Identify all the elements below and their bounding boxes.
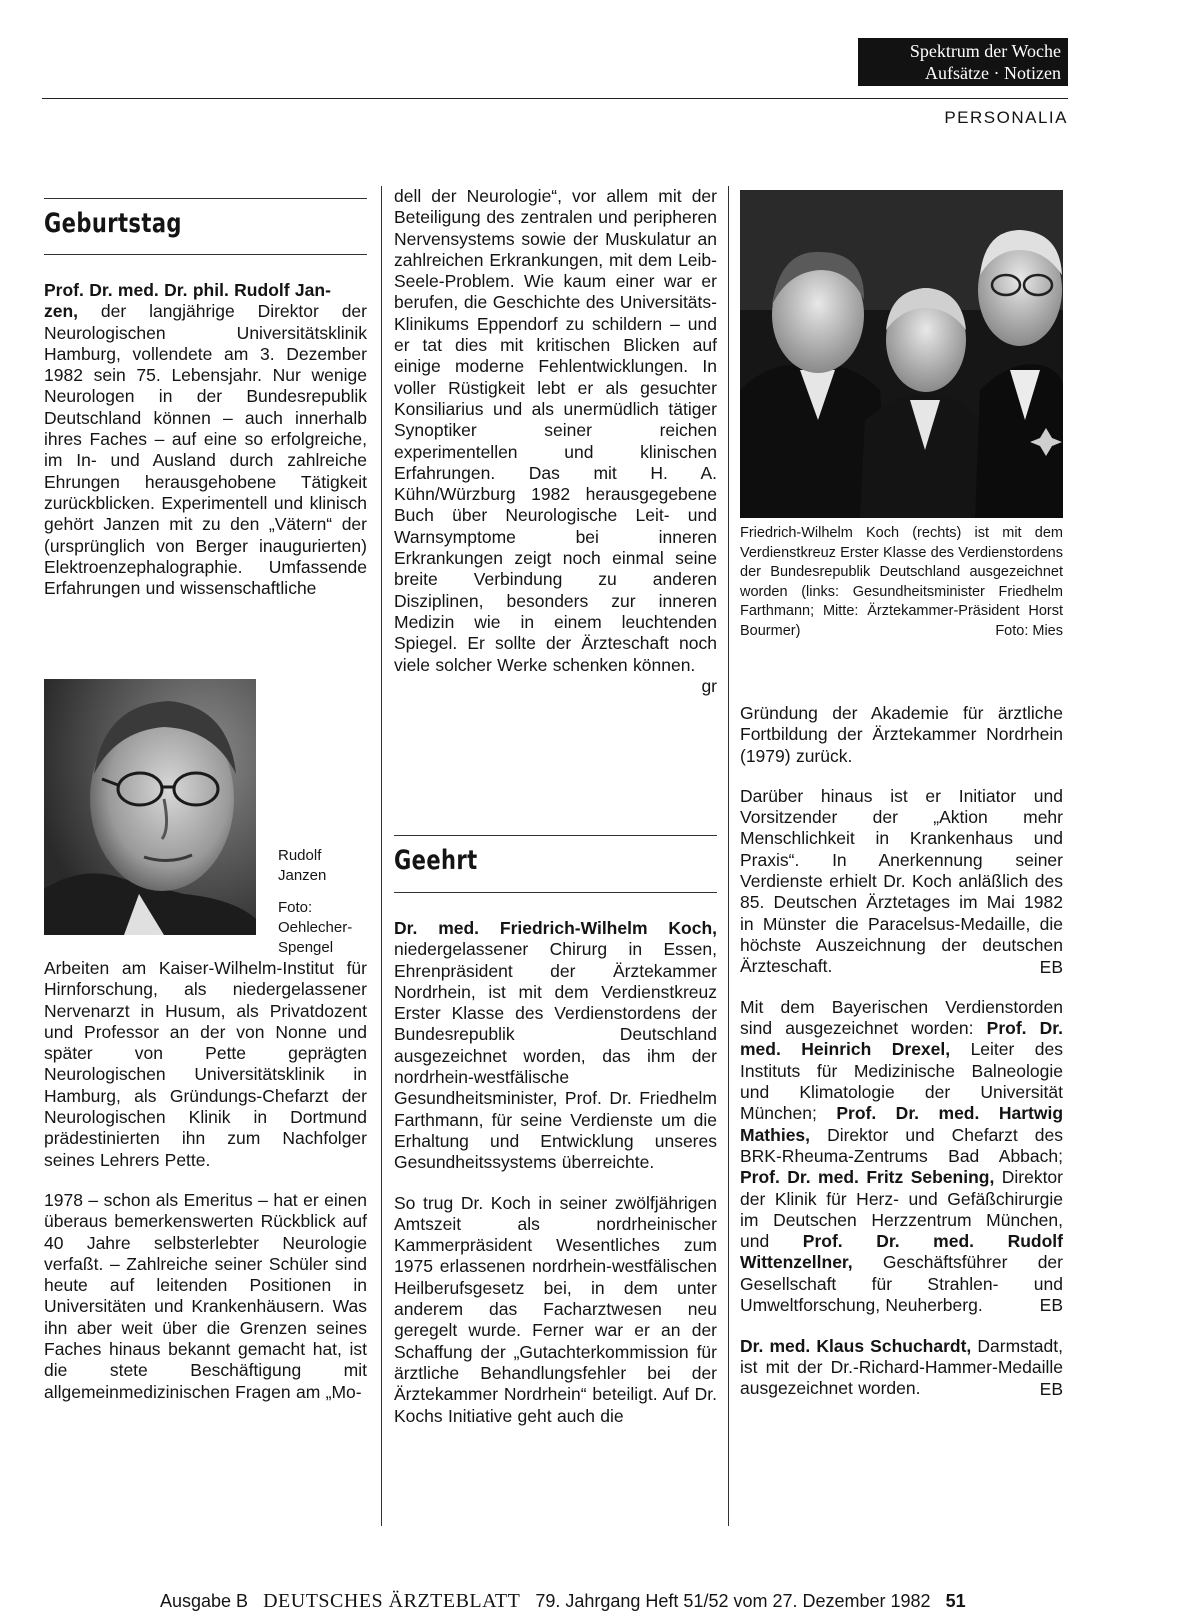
drexel-name: Prof. Dr. med. Heinrich Drexel, <box>740 1018 1064 1060</box>
birthday-text-2: 1978 – schon als Emeritus – hat er einen überaus bemerkenswerten Rückblick auf 40 Jahre selbsterlebter Neurologie verfaßt. – Zahlreiche seiner Schüler sind heute auf leitenden Positionen in Universitäten und Krankenhäusern. Was ihn aber weit über die Grenzen seines Faches hinaus bekannt gemacht hat, ist die stete Beschäftigung mit allgemeinmedizinischen Fragen am „Mo- <box>44 1189 367 1402</box>
honored-signature-3: EB <box>1039 1378 1063 1399</box>
heading-rule-top <box>44 198 367 199</box>
masthead-line-1: Spektrum der Woche <box>909 41 1061 61</box>
footer-magazine: DEUTSCHES ÄRZTEBLATT <box>263 1590 521 1612</box>
honored-column-3 <box>740 703 1063 1400</box>
honored-text-3: Gründung der Akademie für ärztliche Fortbildung der Ärztekammer Nordrhein (1979) zurück. <box>740 703 1063 766</box>
honored-signature-1: EB <box>1039 956 1063 977</box>
honored-text-4: Darüber hinaus ist er Initiator und Vorsitzender der „Aktion mehr Menschlichkeit in Krankenhaus und Praxis“. In Anerkennung seiner Verdienste erhielt Dr. Koch anläßlich des 85. Deutschen Ärztetages im Mai 1982 in Münster die Paracelsus-Medaille, die höchste Auszeichnung der deutschen Ärzteschaft. <box>740 785 1063 977</box>
birthday-signature: gr <box>701 675 717 696</box>
koch-caption-text: Friedrich-Wilhelm Koch (rechts) ist mit dem Verdienstkreuz Erster Klasse des Verdienstordens der Bundesrepublik Deutschland ausgezeichnet worden (links: Gesundheitsminister Friedhelm Farthmann; Mitte: Ärztekammer-Präsident Horst Bourmer) <box>740 525 1063 639</box>
honored-column-2 <box>394 918 717 1427</box>
janzen-photo-caption: Rudolf Janzen <box>278 847 327 884</box>
janzen-photo-credit: Foto: Oehlecher-Spengel <box>278 899 353 956</box>
heading-rule-top-2 <box>394 835 717 836</box>
mathies-name: Prof. Dr. med. Hartwig Mathies, <box>740 1103 1064 1145</box>
footer-issue: 79. Jahrgang Heft 51/52 vom 27. Dezember 1982 <box>535 1591 931 1611</box>
masthead-box <box>858 38 1068 86</box>
column-rule-2 <box>728 186 729 1526</box>
sebening-name: Prof. Dr. med. Fritz Sebening, <box>740 1167 995 1188</box>
janzen-photo <box>44 679 256 935</box>
portrait-illustration <box>44 679 256 935</box>
footer-edition: Ausgabe B <box>160 1591 249 1611</box>
koch-photo <box>740 190 1063 518</box>
top-rule <box>42 98 1068 99</box>
wittenzellner-text: Geschäftsführer der Gesellschaft für Strahlen- und Umweltforschung, Neuherberg. <box>740 1252 1063 1316</box>
mathies-text: Direktor und Chefarzt des BRK-Rheuma-Zentrums Bad Abbach; <box>740 1124 1063 1166</box>
heading-geehrt: Geehrt <box>394 845 478 876</box>
honored-text-1: niedergelassener Chirurg in Essen, Ehrenpräsident der Ärztekammer Nordrhein, ist mit dem Verdienstkreuz Erster Klasse des Verdienstordens der Bundesrepublik Deutschland ausgezeichnet worden, das ihm der nordrhein-westfälische Gesundheitsminister, Prof. Dr. Friedhelm Farthmann, für seine Verdienste um die Erhaltung und Entwicklung unseres Gesundheitssystems überreichte. <box>394 939 717 1173</box>
column-rule-1 <box>381 186 382 1526</box>
koch-photo-caption <box>740 524 1063 641</box>
heading-geburtstag: Geburtstag <box>44 208 182 239</box>
schuchardt-text: Darmstadt, ist mit der Dr.-Richard-Hammer-Medaille ausgezeichnet worden. <box>740 1335 1063 1399</box>
koch-name: Dr. med. Friedrich-Wilhelm Koch, <box>394 918 717 938</box>
koch-photo-credit: Foto: Mies <box>995 622 1063 639</box>
sebening-text: Direktor der Klinik für Herz- und Gefäßchirurgie im Deutschen Herzzentrum München, und <box>740 1167 1063 1252</box>
janzen-name: Prof. Dr. med. Dr. phil. Rudolf Jan- zen, <box>44 280 331 322</box>
honored-signature-2: EB <box>1039 1295 1063 1316</box>
bavarian-intro: Mit dem Bayerischen Verdienstorden sind ausgezeichnet worden: <box>740 996 1063 1039</box>
wittenzellner-name: Prof. Dr. med. Rudolf Wittenzellner, <box>740 1231 1063 1273</box>
group-photo-illustration <box>740 190 1063 518</box>
birthday-text-cont: Arbeiten am Kaiser-Wilhelm-Institut für Hirnforschung, als niedergelassener Nervenarzt in Husum, als Privatdozent und Professor an der von Nonne und später von Pette geprägten Neurologischen Universitätsklinik in Hamburg, als Gründungs-Chefarzt der Neurologischen Klinik in Dortmund prädestinierten ihn zum Nachfolger seines Lehrers Pette. <box>44 958 367 1170</box>
honored-text-2: So trug Dr. Koch in seiner zwölfjährigen Amtszeit als nordrheinischer Kammerpräsident Wesentliches zum 1975 erlassenen nordrhein-westfälischen Heilberufsgesetz bei, in dem unter anderem das Facharztwesen neu geregelt wurde. Ferner war er an der Schaffung der „Gutachterkommission für ärztliche Behandlungsfehler bei der Ärztekammer Nordrhein“ beteiligt. Auf Dr. Kochs Initiative geht auch die <box>394 1192 717 1426</box>
birthday-paragraph-continued <box>44 958 367 1403</box>
heading-rule-bottom-2 <box>394 892 717 893</box>
birthday-text-col2: dell der Neurologie“, vor allem mit der Beteiligung des zentralen und peripheren Nervensystems sowie der Muskulatur an zahlreichen Erkrankungen, mit dem Leib-Seele-Problem. Wie kaum einer war er berufen, die Geschichte des Universitäts-Klinikums Eppendorf zu schildern – und er tat dies mit kritischen Blicken auf einige moderne Fehlentwicklungen. In voller Rüstigkeit lebt er als gesuchter Konsiliarius und als unermüdlich tätiger Synoptiker seiner reichen experimentellen und klinischen Erfahrungen. Das mit H. A. Kühn/Würzburg 1982 herausgegebene Buch über Neurologische Leit- und Warnsymptome bei inneren Erkrankungen zeigt noch einmal seine breite Verbindung zu anderen Disziplinen, besonders zur inneren Medizin wie in einem leuchtenden Spiegel. Er sollte der Ärzteschaft noch viele solcher Werke schenken können. <box>394 186 717 675</box>
birthday-column-2 <box>394 186 717 697</box>
birthday-text-1: der langjährige Direktor der Neurologischen Universitätsklinik Hamburg, vollendete am 3. Dezember 1982 sein 75. Lebensjahr. Nur wenige Neurologen in der Bundesrepublik Deutschland können – auch innerhalb ihres Faches – auf eine so erfolgreiche, im In- und Ausland durch zahlreiche Ehrungen herausgehobene Tätigkeit zurückblicken. Experimentell und klinisch gehört Janzen mit zu den „Vätern“ der (ursprünglich von Berger inaugurierten) Elektroenzephalographie. Umfassende Erfahrungen und wissenschaftliche <box>44 301 367 599</box>
schuchardt-name: Dr. med. Klaus Schuchardt, <box>740 1335 972 1356</box>
birthday-paragraph-1 <box>44 280 367 599</box>
heading-rule-bottom <box>44 254 367 255</box>
footer-page-number: 51 <box>945 1591 966 1611</box>
section-label: PERSONALIA <box>944 108 1068 127</box>
masthead-line-2: Aufsätze · Notizen <box>925 63 1061 83</box>
drexel-text: Leiter des Instituts für Medizinische Balneologie und Klimatologie der Universität München; <box>740 1039 1063 1124</box>
page-footer <box>160 1590 1070 1613</box>
